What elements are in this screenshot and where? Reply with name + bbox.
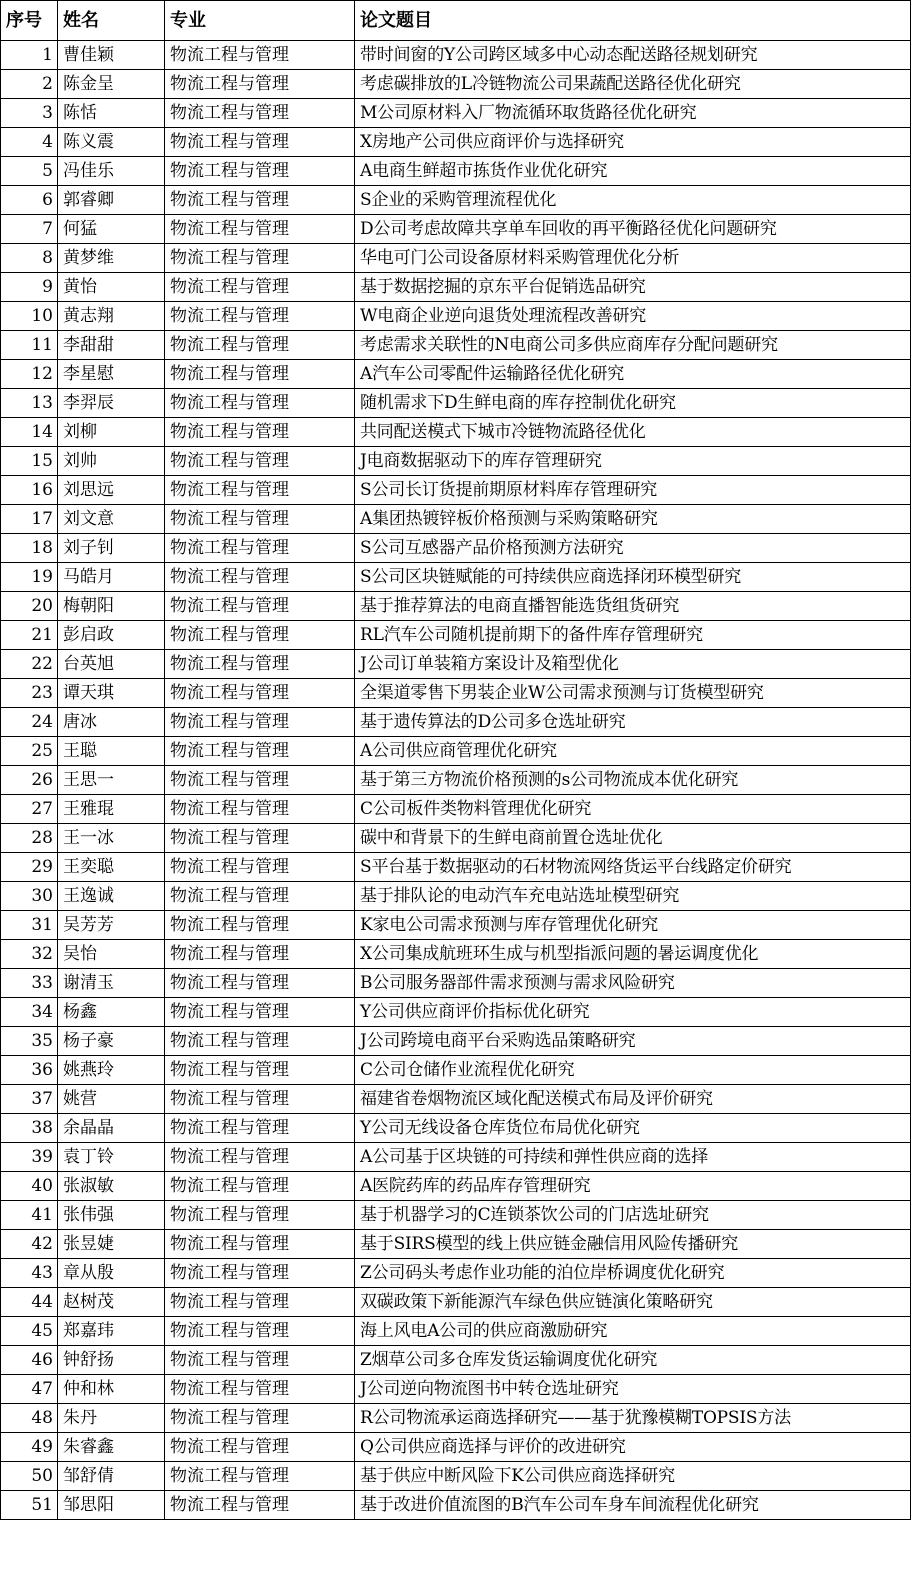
row-number-cell: 12 [1, 360, 58, 389]
row-number-cell: 9 [1, 273, 58, 302]
thesis-title-cell: S企业的采购管理流程优化 [355, 186, 911, 215]
row-number-cell: 41 [1, 1201, 58, 1230]
thesis-title-cell: 碳中和背景下的生鲜电商前置仓选址优化 [355, 824, 911, 853]
table-row [1, 273, 911, 302]
major-cell: 物流工程与管理 [165, 1346, 355, 1375]
major-cell: 物流工程与管理 [165, 650, 355, 679]
thesis-title-cell: A电商生鲜超市拣货作业优化研究 [355, 157, 911, 186]
major-cell: 物流工程与管理 [165, 1433, 355, 1462]
header-major: 专业 [165, 1, 355, 41]
thesis-title-cell: S公司长订货提前期原材料库存管理研究 [355, 476, 911, 505]
major-cell: 物流工程与管理 [165, 534, 355, 563]
thesis-title-cell: A医院药库的药品库存管理研究 [355, 1172, 911, 1201]
student-name-cell: 彭启政 [58, 621, 165, 650]
header-no: 序号 [1, 1, 58, 41]
row-number-cell: 50 [1, 1462, 58, 1491]
row-number-cell: 20 [1, 592, 58, 621]
major-cell: 物流工程与管理 [165, 1201, 355, 1230]
major-cell: 物流工程与管理 [165, 766, 355, 795]
thesis-title-cell: 双碳政策下新能源汽车绿色供应链演化策略研究 [355, 1288, 911, 1317]
table-row [1, 592, 911, 621]
student-name-cell: 张昱婕 [58, 1230, 165, 1259]
thesis-title-cell: X房地产公司供应商评价与选择研究 [355, 128, 911, 157]
student-name-cell: 王雅琨 [58, 795, 165, 824]
student-name-cell: 王逸诚 [58, 882, 165, 911]
table-row [1, 1085, 911, 1114]
student-name-cell: 刘柳 [58, 418, 165, 447]
major-cell: 物流工程与管理 [165, 215, 355, 244]
table-row [1, 128, 911, 157]
student-name-cell: 余晶晶 [58, 1114, 165, 1143]
row-number-cell: 18 [1, 534, 58, 563]
table-row [1, 70, 911, 99]
major-cell: 物流工程与管理 [165, 244, 355, 273]
table-row [1, 1433, 911, 1462]
table-row [1, 1259, 911, 1288]
thesis-title-cell: 基于SIRS模型的线上供应链金融信用风险传播研究 [355, 1230, 911, 1259]
table-row [1, 1056, 911, 1085]
table-row [1, 331, 911, 360]
row-number-cell: 38 [1, 1114, 58, 1143]
table-row [1, 1491, 911, 1520]
table-row [1, 1230, 911, 1259]
row-number-cell: 6 [1, 186, 58, 215]
student-name-cell: 台英旭 [58, 650, 165, 679]
row-number-cell: 13 [1, 389, 58, 418]
major-cell: 物流工程与管理 [165, 99, 355, 128]
table-row [1, 302, 911, 331]
major-cell: 物流工程与管理 [165, 302, 355, 331]
thesis-title-cell: J公司订单装箱方案设计及箱型优化 [355, 650, 911, 679]
student-name-cell: 刘帅 [58, 447, 165, 476]
major-cell: 物流工程与管理 [165, 186, 355, 215]
major-cell: 物流工程与管理 [165, 476, 355, 505]
table-row [1, 447, 911, 476]
row-number-cell: 17 [1, 505, 58, 534]
student-name-cell: 张淑敏 [58, 1172, 165, 1201]
row-number-cell: 26 [1, 766, 58, 795]
student-name-cell: 郑嘉玮 [58, 1317, 165, 1346]
header-title: 论文题目 [355, 1, 911, 41]
table-row [1, 940, 911, 969]
table-row [1, 853, 911, 882]
table-row [1, 1346, 911, 1375]
student-name-cell: 吴芳芳 [58, 911, 165, 940]
row-number-cell: 47 [1, 1375, 58, 1404]
student-name-cell: 章从殷 [58, 1259, 165, 1288]
table-row [1, 360, 911, 389]
thesis-title-cell: Y公司无线设备仓库货位布局优化研究 [355, 1114, 911, 1143]
student-name-cell: 谭天琪 [58, 679, 165, 708]
major-cell: 物流工程与管理 [165, 418, 355, 447]
student-name-cell: 袁丁铃 [58, 1143, 165, 1172]
row-number-cell: 44 [1, 1288, 58, 1317]
thesis-title-cell: S平台基于数据驱动的石材物流网络货运平台线路定价研究 [355, 853, 911, 882]
thesis-title-cell: M公司原材料入厂物流循环取货路径优化研究 [355, 99, 911, 128]
thesis-title-cell: 带时间窗的Y公司跨区域多中心动态配送路径规划研究 [355, 41, 911, 70]
student-name-cell: 郭睿卿 [58, 186, 165, 215]
major-cell: 物流工程与管理 [165, 1288, 355, 1317]
table-row [1, 708, 911, 737]
table-row [1, 650, 911, 679]
student-name-cell: 朱睿鑫 [58, 1433, 165, 1462]
major-cell: 物流工程与管理 [165, 563, 355, 592]
major-cell: 物流工程与管理 [165, 1375, 355, 1404]
major-cell: 物流工程与管理 [165, 737, 355, 766]
table-row [1, 534, 911, 563]
table-header-row [1, 1, 911, 41]
table-row [1, 998, 911, 1027]
row-number-cell: 36 [1, 1056, 58, 1085]
thesis-title-cell: 福建省卷烟物流区域化配送模式布局及评价研究 [355, 1085, 911, 1114]
table-row [1, 1201, 911, 1230]
thesis-title-cell: J公司跨境电商平台采购选品策略研究 [355, 1027, 911, 1056]
thesis-title-cell: A集团热镀锌板价格预测与采购策略研究 [355, 505, 911, 534]
row-number-cell: 19 [1, 563, 58, 592]
thesis-title-cell: K家电公司需求预测与库存管理优化研究 [355, 911, 911, 940]
student-name-cell: 黄梦维 [58, 244, 165, 273]
thesis-title-cell: 随机需求下D生鲜电商的库存控制优化研究 [355, 389, 911, 418]
thesis-title-cell: B公司服务器部件需求预测与需求风险研究 [355, 969, 911, 998]
student-name-cell: 张伟强 [58, 1201, 165, 1230]
row-number-cell: 15 [1, 447, 58, 476]
student-name-cell: 陈金呈 [58, 70, 165, 99]
thesis-title-cell: J电商数据驱动下的库存管理研究 [355, 447, 911, 476]
table-row [1, 186, 911, 215]
student-name-cell: 王聪 [58, 737, 165, 766]
student-name-cell: 邹思阳 [58, 1491, 165, 1520]
table-row [1, 563, 911, 592]
table-row [1, 1172, 911, 1201]
major-cell: 物流工程与管理 [165, 1317, 355, 1346]
student-name-cell: 曹佳颖 [58, 41, 165, 70]
table-row [1, 505, 911, 534]
thesis-title-cell: 基于机器学习的C连锁茶饮公司的门店选址研究 [355, 1201, 911, 1230]
table-row [1, 1375, 911, 1404]
major-cell: 物流工程与管理 [165, 1230, 355, 1259]
student-name-cell: 王一冰 [58, 824, 165, 853]
row-number-cell: 30 [1, 882, 58, 911]
thesis-title-cell: Y公司供应商评价指标优化研究 [355, 998, 911, 1027]
major-cell: 物流工程与管理 [165, 1143, 355, 1172]
thesis-title-cell: 基于第三方物流价格预测的s公司物流成本优化研究 [355, 766, 911, 795]
thesis-title-cell: 基于供应中断风险下K公司供应商选择研究 [355, 1462, 911, 1491]
row-number-cell: 45 [1, 1317, 58, 1346]
student-name-cell: 陈恬 [58, 99, 165, 128]
row-number-cell: 4 [1, 128, 58, 157]
major-cell: 物流工程与管理 [165, 128, 355, 157]
major-cell: 物流工程与管理 [165, 1462, 355, 1491]
student-name-cell: 王奕聪 [58, 853, 165, 882]
thesis-title-cell: 海上风电A公司的供应商激励研究 [355, 1317, 911, 1346]
row-number-cell: 3 [1, 99, 58, 128]
thesis-title-cell: 考虑碳排放的L冷链物流公司果蔬配送路径优化研究 [355, 70, 911, 99]
thesis-title-cell: Z公司码头考虑作业功能的泊位岸桥调度优化研究 [355, 1259, 911, 1288]
thesis-title-cell: 基于改进价值流图的B汽车公司车身车间流程优化研究 [355, 1491, 911, 1520]
student-name-cell: 黄怡 [58, 273, 165, 302]
major-cell: 物流工程与管理 [165, 360, 355, 389]
major-cell: 物流工程与管理 [165, 389, 355, 418]
student-name-cell: 唐冰 [58, 708, 165, 737]
thesis-title-cell: D公司考虑故障共享单车回收的再平衡路径优化问题研究 [355, 215, 911, 244]
thesis-title-cell: A汽车公司零配件运输路径优化研究 [355, 360, 911, 389]
row-number-cell: 29 [1, 853, 58, 882]
major-cell: 物流工程与管理 [165, 940, 355, 969]
table-row [1, 1317, 911, 1346]
student-name-cell: 李甜甜 [58, 331, 165, 360]
thesis-title-cell: RL汽车公司随机提前期下的备件库存管理研究 [355, 621, 911, 650]
row-number-cell: 40 [1, 1172, 58, 1201]
major-cell: 物流工程与管理 [165, 1085, 355, 1114]
row-number-cell: 5 [1, 157, 58, 186]
row-number-cell: 7 [1, 215, 58, 244]
major-cell: 物流工程与管理 [165, 1114, 355, 1143]
thesis-title-cell: S公司互感器产品价格预测方法研究 [355, 534, 911, 563]
row-number-cell: 51 [1, 1491, 58, 1520]
student-name-cell: 赵树茂 [58, 1288, 165, 1317]
thesis-title-cell: 考虑需求关联性的N电商公司多供应商库存分配问题研究 [355, 331, 911, 360]
table-row [1, 157, 911, 186]
major-cell: 物流工程与管理 [165, 447, 355, 476]
student-name-cell: 仲和林 [58, 1375, 165, 1404]
table-row [1, 824, 911, 853]
table-row [1, 418, 911, 447]
student-name-cell: 姚燕玲 [58, 1056, 165, 1085]
student-name-cell: 马皓月 [58, 563, 165, 592]
major-cell: 物流工程与管理 [165, 911, 355, 940]
table-row [1, 1404, 911, 1433]
row-number-cell: 8 [1, 244, 58, 273]
row-number-cell: 27 [1, 795, 58, 824]
table-row [1, 766, 911, 795]
student-name-cell: 刘子钊 [58, 534, 165, 563]
major-cell: 物流工程与管理 [165, 621, 355, 650]
major-cell: 物流工程与管理 [165, 1172, 355, 1201]
thesis-title-cell: X公司集成航班环生成与机型指派问题的暑运调度优化 [355, 940, 911, 969]
major-cell: 物流工程与管理 [165, 1259, 355, 1288]
header-name: 姓名 [58, 1, 165, 41]
major-cell: 物流工程与管理 [165, 273, 355, 302]
thesis-title-cell: 全渠道零售下男装企业W公司需求预测与订货模型研究 [355, 679, 911, 708]
major-cell: 物流工程与管理 [165, 331, 355, 360]
row-number-cell: 2 [1, 70, 58, 99]
student-name-cell: 何猛 [58, 215, 165, 244]
row-number-cell: 21 [1, 621, 58, 650]
major-cell: 物流工程与管理 [165, 1491, 355, 1520]
row-number-cell: 43 [1, 1259, 58, 1288]
row-number-cell: 14 [1, 418, 58, 447]
student-name-cell: 冯佳乐 [58, 157, 165, 186]
table-row [1, 389, 911, 418]
major-cell: 物流工程与管理 [165, 679, 355, 708]
row-number-cell: 1 [1, 41, 58, 70]
thesis-title-cell: C公司板件类物料管理优化研究 [355, 795, 911, 824]
thesis-title-cell: A公司基于区块链的可持续和弹性供应商的选择 [355, 1143, 911, 1172]
row-number-cell: 37 [1, 1085, 58, 1114]
table-row [1, 244, 911, 273]
row-number-cell: 24 [1, 708, 58, 737]
table-row [1, 679, 911, 708]
student-name-cell: 钟舒扬 [58, 1346, 165, 1375]
student-name-cell: 李羿辰 [58, 389, 165, 418]
table-row [1, 882, 911, 911]
table-row [1, 621, 911, 650]
major-cell: 物流工程与管理 [165, 824, 355, 853]
student-name-cell: 刘思远 [58, 476, 165, 505]
row-number-cell: 16 [1, 476, 58, 505]
table-row [1, 1114, 911, 1143]
table-row [1, 737, 911, 766]
student-name-cell: 陈义震 [58, 128, 165, 157]
major-cell: 物流工程与管理 [165, 592, 355, 621]
major-cell: 物流工程与管理 [165, 853, 355, 882]
major-cell: 物流工程与管理 [165, 1027, 355, 1056]
row-number-cell: 28 [1, 824, 58, 853]
row-number-cell: 33 [1, 969, 58, 998]
table-row [1, 795, 911, 824]
major-cell: 物流工程与管理 [165, 795, 355, 824]
major-cell: 物流工程与管理 [165, 70, 355, 99]
student-name-cell: 刘文意 [58, 505, 165, 534]
student-name-cell: 姚营 [58, 1085, 165, 1114]
student-name-cell: 王思一 [58, 766, 165, 795]
thesis-title-cell: 基于推荐算法的电商直播智能选货组货研究 [355, 592, 911, 621]
table-row [1, 99, 911, 128]
row-number-cell: 10 [1, 302, 58, 331]
major-cell: 物流工程与管理 [165, 708, 355, 737]
major-cell: 物流工程与管理 [165, 998, 355, 1027]
major-cell: 物流工程与管理 [165, 157, 355, 186]
major-cell: 物流工程与管理 [165, 505, 355, 534]
thesis-title-cell: A公司供应商管理优化研究 [355, 737, 911, 766]
major-cell: 物流工程与管理 [165, 1056, 355, 1085]
thesis-title-cell: 基于数据挖掘的京东平台促销选品研究 [355, 273, 911, 302]
table-row [1, 1027, 911, 1056]
table-row [1, 969, 911, 998]
student-name-cell: 吴怡 [58, 940, 165, 969]
row-number-cell: 32 [1, 940, 58, 969]
major-cell: 物流工程与管理 [165, 41, 355, 70]
thesis-title-cell: C公司仓储作业流程优化研究 [355, 1056, 911, 1085]
thesis-title-cell: Q公司供应商选择与评价的改进研究 [355, 1433, 911, 1462]
table-row [1, 215, 911, 244]
thesis-title-cell: J公司逆向物流图书中转仓选址研究 [355, 1375, 911, 1404]
table-row [1, 476, 911, 505]
thesis-title-cell: 基于遗传算法的D公司多仓选址研究 [355, 708, 911, 737]
table-row [1, 1143, 911, 1172]
thesis-title-cell: R公司物流承运商选择研究——基于犹豫模糊TOPSIS方法 [355, 1404, 911, 1433]
student-name-cell: 李星慰 [58, 360, 165, 389]
row-number-cell: 23 [1, 679, 58, 708]
thesis-title-cell: 华电可门公司设备原材料采购管理优化分析 [355, 244, 911, 273]
thesis-title-cell: W电商企业逆向退货处理流程改善研究 [355, 302, 911, 331]
thesis-title-cell: S公司区块链赋能的可持续供应商选择闭环模型研究 [355, 563, 911, 592]
row-number-cell: 39 [1, 1143, 58, 1172]
student-name-cell: 杨子豪 [58, 1027, 165, 1056]
row-number-cell: 11 [1, 331, 58, 360]
row-number-cell: 48 [1, 1404, 58, 1433]
major-cell: 物流工程与管理 [165, 882, 355, 911]
row-number-cell: 42 [1, 1230, 58, 1259]
student-name-cell: 杨鑫 [58, 998, 165, 1027]
row-number-cell: 46 [1, 1346, 58, 1375]
table-row [1, 1462, 911, 1491]
student-name-cell: 朱丹 [58, 1404, 165, 1433]
table-row [1, 911, 911, 940]
table-body [1, 41, 911, 1520]
major-cell: 物流工程与管理 [165, 969, 355, 998]
row-number-cell: 31 [1, 911, 58, 940]
row-number-cell: 25 [1, 737, 58, 766]
row-number-cell: 22 [1, 650, 58, 679]
thesis-title-cell: 共同配送模式下城市冷链物流路径优化 [355, 418, 911, 447]
row-number-cell: 35 [1, 1027, 58, 1056]
student-name-cell: 邹舒倩 [58, 1462, 165, 1491]
table-row [1, 1288, 911, 1317]
row-number-cell: 49 [1, 1433, 58, 1462]
thesis-title-cell: Z烟草公司多仓库发货运输调度优化研究 [355, 1346, 911, 1375]
table-row [1, 41, 911, 70]
major-cell: 物流工程与管理 [165, 1404, 355, 1433]
thesis-title-cell: 基于排队论的电动汽车充电站选址模型研究 [355, 882, 911, 911]
student-name-cell: 谢清玉 [58, 969, 165, 998]
student-name-cell: 梅朝阳 [58, 592, 165, 621]
student-name-cell: 黄志翔 [58, 302, 165, 331]
row-number-cell: 34 [1, 998, 58, 1027]
